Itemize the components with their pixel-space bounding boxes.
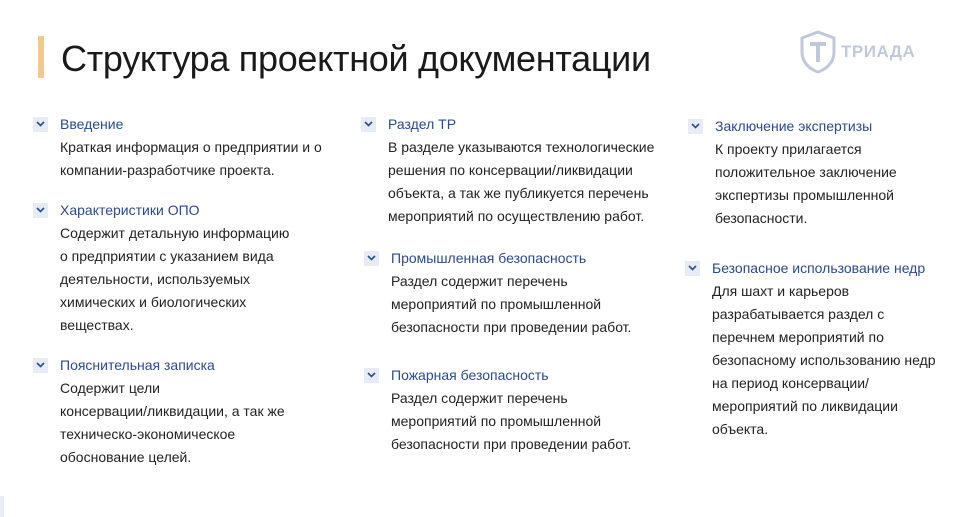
section-introduction xyxy=(33,114,333,182)
section-title: Промышленная безопасность xyxy=(391,250,587,266)
description-line: Содержит детальную информацию xyxy=(60,225,290,241)
section-title: Раздел ТР xyxy=(388,116,457,132)
logo-text: ТРИАДА xyxy=(841,42,916,61)
description-line: о предприятии с указанием вида xyxy=(60,248,274,264)
description-line: на период консервации/ xyxy=(712,375,869,391)
section-title: Введение xyxy=(60,116,124,132)
description-line: безопасности при проведении работ. xyxy=(391,319,632,335)
section-opo-characteristics xyxy=(33,200,333,337)
description-line: безопасному использованию недр xyxy=(712,352,936,368)
description-line: К проекту прилагается xyxy=(715,141,862,157)
edge-decoration xyxy=(0,496,4,517)
section-description xyxy=(60,136,333,182)
section-industrial-safety xyxy=(364,248,664,339)
section-explanatory-note xyxy=(33,355,333,469)
description-line: мероприятий по ликвидации xyxy=(712,398,898,414)
chevron-down-icon[interactable] xyxy=(364,368,379,383)
section-description xyxy=(388,136,681,228)
description-line: Содержит цели xyxy=(60,380,160,396)
description-line: Для шахт и карьеров xyxy=(712,283,850,299)
section-description xyxy=(712,280,965,441)
chevron-down-icon[interactable] xyxy=(33,358,48,373)
description-line: обоснование целей. xyxy=(60,449,192,465)
section-title: Пожарная безопасность xyxy=(391,367,549,383)
chevron-down-icon[interactable] xyxy=(364,251,379,266)
description-line: деятельности, используемых xyxy=(60,271,251,287)
description-line: объекта. xyxy=(712,421,769,437)
description-line: Раздел содержит перечень xyxy=(391,273,568,289)
title-accent-bar xyxy=(38,36,44,78)
description-line: Раздел содержит перечень xyxy=(391,390,568,406)
section-description xyxy=(60,222,333,337)
section-description xyxy=(391,270,664,339)
description-line: безопасности. xyxy=(715,210,808,226)
description-line: мероприятий по промышленной xyxy=(391,296,602,312)
company-logo xyxy=(800,30,915,74)
section-description xyxy=(60,377,333,469)
description-line: химических и биологических xyxy=(60,294,247,310)
shield-logo-icon xyxy=(800,30,836,74)
section-title: Заключение экспертизы xyxy=(715,118,873,134)
description-line: объекта, а так же публикуется перечень xyxy=(388,185,649,201)
description-line: экспертизы промышленной xyxy=(715,187,894,203)
section-title: Характеристики ОПО xyxy=(60,202,200,218)
description-line: положительное заключение xyxy=(715,164,897,180)
section-description xyxy=(715,138,958,230)
description-line: мероприятий по промышленной xyxy=(391,413,602,429)
chevron-down-icon[interactable] xyxy=(688,119,703,134)
description-line: решения по консервации/ликвидации xyxy=(388,162,633,178)
section-fire-safety xyxy=(364,365,664,456)
section-title: Безопасное использование недр xyxy=(712,260,926,276)
description-line: В разделе указываются технологические xyxy=(388,139,655,155)
section-subsoil-safety xyxy=(685,258,965,441)
page-title: Структура проектной документации xyxy=(61,38,651,79)
description-line: мероприятий по осуществлению работ. xyxy=(388,208,645,224)
section-expert-conclusion xyxy=(688,116,958,230)
chevron-down-icon[interactable] xyxy=(685,261,700,276)
description-line: перечнем мероприятий по xyxy=(712,329,884,345)
description-line: разрабатывается раздел с xyxy=(712,306,885,322)
description-line: Краткая информация о предприятии и о xyxy=(60,139,322,155)
section-title: Пояснительная записка xyxy=(60,357,215,373)
section-description xyxy=(391,387,664,456)
description-line: компании-разработчике проекта. xyxy=(60,162,275,178)
description-line: безопасности при проведении работ. xyxy=(391,436,632,452)
chevron-down-icon[interactable] xyxy=(361,117,376,132)
description-line: веществах. xyxy=(60,317,134,333)
description-line: консервации/ликвидации, а так же xyxy=(60,403,285,419)
chevron-down-icon[interactable] xyxy=(33,117,48,132)
description-line: техническо-экономическое xyxy=(60,426,236,442)
section-tr xyxy=(361,114,681,228)
chevron-down-icon[interactable] xyxy=(33,203,48,218)
